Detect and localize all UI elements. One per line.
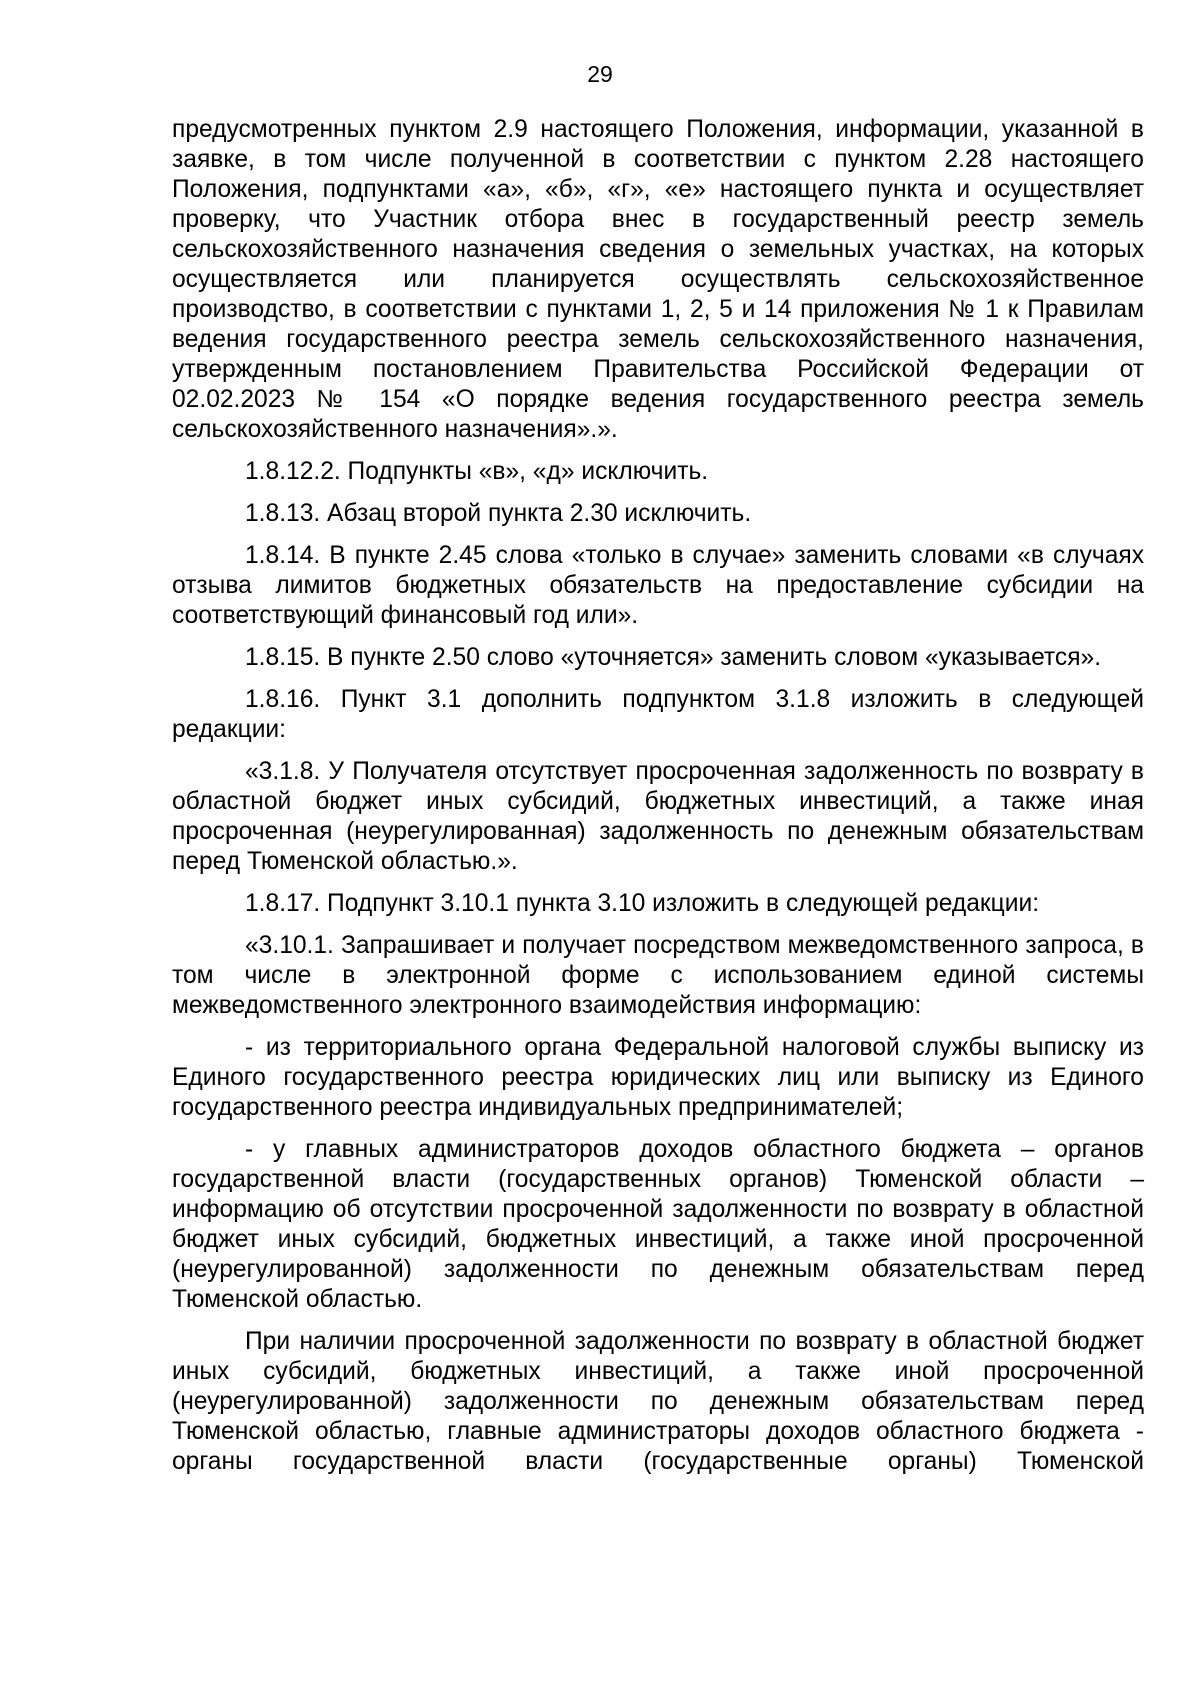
paragraph-3-10-1: «3.10.1. Запрашивает и получает посредством межведомственного запроса, в том числе в электронной форме с использованием единой системы межведомственного электронного взаимодействия информацию: bbox=[172, 932, 1144, 1019]
paragraph-1-8-14: 1.8.14. В пункте 2.45 слова «только в случае» заменить словами «в случаях отзыва лимитов бюджетных обязательств на предоставление субсидии на соответствующий финансовый год или». bbox=[172, 542, 1144, 629]
paragraph-1-8-17: 1.8.17. Подпункт 3.10.1 пункта 3.10 изложить в следующей редакции: bbox=[245, 890, 1040, 917]
document-body bbox=[172, 115, 1144, 1477]
paragraph-1-8-12-2: 1.8.12.2. Подпункты «в», «д» исключить. bbox=[245, 458, 709, 485]
paragraph-1-8-16: 1.8.16. Пункт 3.1 дополнить подпунктом 3.1.8 изложить в следующей редакции: bbox=[172, 686, 1144, 743]
paragraph-1-8-13: 1.8.13. Абзац второй пункта 2.30 исключить. bbox=[245, 500, 752, 527]
list-item-tax-service: - из территориального органа Федеральной налоговой службы выписку из Единого государственного реестра юридических лиц или выписку из Единого государственного реестра индивидуальных предпринимателей; bbox=[172, 1034, 1144, 1121]
paragraph-continuation: предусмотренных пунктом 2.9 настоящего Положения, информации, указанной в заявке, в том числе полученной в соответствии с пунктом 2.28 настоящего Положения, подпунктами «а», «б», «г», «е» настоящего пункта и осуществляет проверку, что Участник отбора внес в государственный реестр земель сельскохозяйственного назначения сведения о земельных участках, на которых осуществляется или планируется осуществлять сельскохозяйственное производство, в соответствии с пунктами 1, 2, 5 и 14 приложения № 1 к Правилам ведения государственного реестра земель сельскохозяйственного назначения, утвержденным постановлением Правительства Российской Федерации от 02.02.2023 № 154 «О порядке ведения государственного реестра земель сельскохозяйственного назначения».». bbox=[172, 116, 1144, 443]
page-number: 29 bbox=[587, 61, 613, 87]
paragraph-overdue-debt: При наличии просроченной задолженности по возврату в областной бюджет иных субсидий, бюджетных инвестиций, а также иной просроченной (неурегулированной) задолженности по денежным обязательствам перед Тюменской областью, главные администраторы доходов областного бюджета - органы государственной власти (государственные органы) Тюменской bbox=[172, 1328, 1144, 1475]
list-item-administrators: - у главных администраторов доходов областного бюджета – органов государственной власти (государственных органов) Тюменской области – информацию об отсутствии просроченной задолженности по возврату в областной бюджет иных субсидий, бюджетных инвестиций, а также иной просроченной (неурегулированной) задолженности по денежным обязательствам перед Тюменской областью. bbox=[172, 1136, 1144, 1313]
paragraph-1-8-15: 1.8.15. В пункте 2.50 слово «уточняется» заменить словом «указывается». bbox=[245, 644, 1102, 671]
paragraph-3-1-8: «3.1.8. У Получателя отсутствует просроченная задолженность по возврату в областной бюджет иных субсидий, бюджетных инвестиций, а также иная просроченная (неурегулированная) задолженность по денежным обязательствам перед Тюменской областью.». bbox=[172, 758, 1144, 875]
